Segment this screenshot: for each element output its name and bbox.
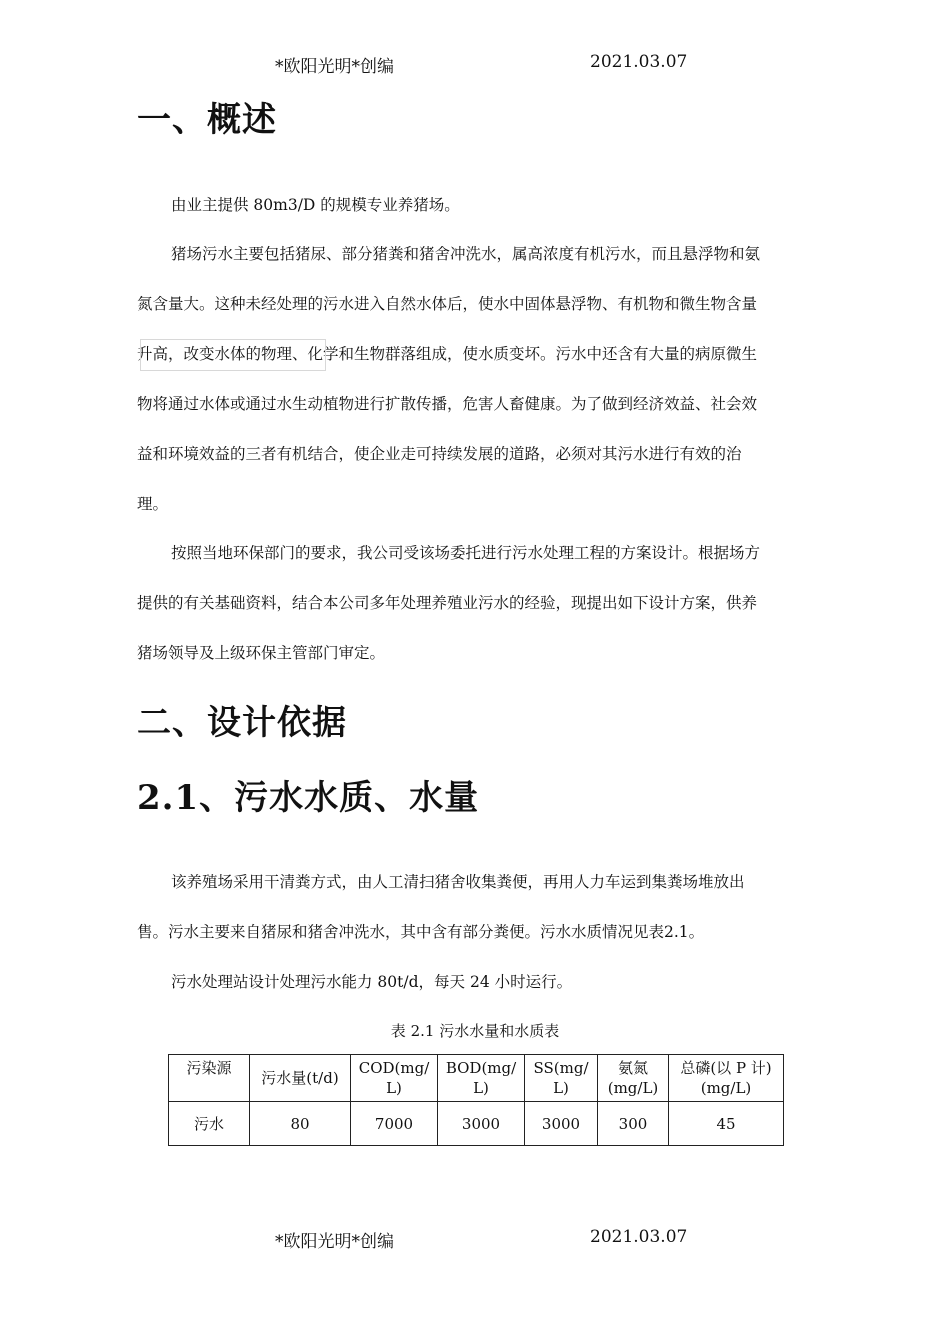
- cell-source: 污水: [169, 1102, 250, 1146]
- cell-ss: 3000: [525, 1102, 598, 1146]
- section-2-1-heading: 2.1、污水水质、水量: [137, 778, 480, 818]
- header-cell-cod: COD(mg/ L): [351, 1055, 438, 1102]
- section-1-paragraph-1: 由业主提供 80m3/D 的规模专业养猪场。: [171, 196, 460, 214]
- cell-bod: 3000: [438, 1102, 525, 1146]
- section-1-paragraph-2: 猪场污水主要包括猪尿、部分猪粪和猪舍冲洗水，属高浓度有机污水，而且悬浮物和氨 氮含量大。这种未经处理的污水进入自然水体后，使水中固体悬浮物、有机物和微生物含量 升高，改变水体的物理、化学和生物群落组成，使水质变坏。污水中还含有大量的病原微生 物将通过水体或通过水生动植物进行扩散传播，危害人畜健康。为了做到经济效益、社会效 益和环境效益的三者有机结合，使企业走可持续发展的道路，必须对其污水进行有效的治 理。: [137, 245, 761, 513]
- header-cell-ss: SS(mg/ L): [525, 1055, 598, 1102]
- table-caption: 表 2.1 污水水量和水质表: [390, 1022, 560, 1040]
- section-1-heading: 一、概述: [137, 100, 277, 140]
- table-header-row: [169, 1055, 784, 1102]
- cell-cod: 7000: [351, 1102, 438, 1146]
- section-2-heading: 二、设计依据: [137, 703, 347, 743]
- header-cell-source: 污染源: [169, 1055, 250, 1102]
- comment-highlight-box: [140, 339, 326, 371]
- header-cell-ammonia: 氨氮 (mg/L): [598, 1055, 669, 1102]
- section-1-paragraph-3: 按照当地环保部门的要求，我公司受该场委托进行污水处理工程的方案设计。根据场方 提供的有关基础资料，结合本公司多年处理养殖业污水的经验，现提出如下设计方案，供养 猪场领导及上级环保主管部门审定。: [137, 544, 761, 662]
- header-cell-bod: BOD(mg/ L): [438, 1055, 525, 1102]
- cell-ammonia: 300: [598, 1102, 669, 1146]
- cell-flow: 80: [250, 1102, 351, 1146]
- header-author: *欧阳光明*创编: [275, 57, 394, 77]
- footer-author: *欧阳光明*创编: [275, 1232, 394, 1252]
- section-2-1-paragraph-1: 该养殖场采用干清粪方式，由人工清扫猪舍收集粪便，再用人力车运到集粪场堆放出 售。污水主要来自猪尿和猪舍冲洗水，其中含有部分粪便。污水水质情况见表2.1。: [137, 873, 745, 941]
- section-2-1-paragraph-2: 污水处理站设计处理污水能力 80t/d，每天 24 小时运行。: [171, 973, 573, 991]
- cell-phosphorus: 45: [669, 1102, 784, 1146]
- water-quality-table: [168, 1054, 784, 1146]
- footer-date: 2021.03.07: [590, 1227, 688, 1247]
- header-date: 2021.03.07: [590, 52, 688, 72]
- header-cell-flow: 污水量(t/d): [250, 1055, 351, 1102]
- table-row: [169, 1102, 784, 1146]
- header-cell-phosphorus: 总磷(以 P 计) (mg/L): [669, 1055, 784, 1102]
